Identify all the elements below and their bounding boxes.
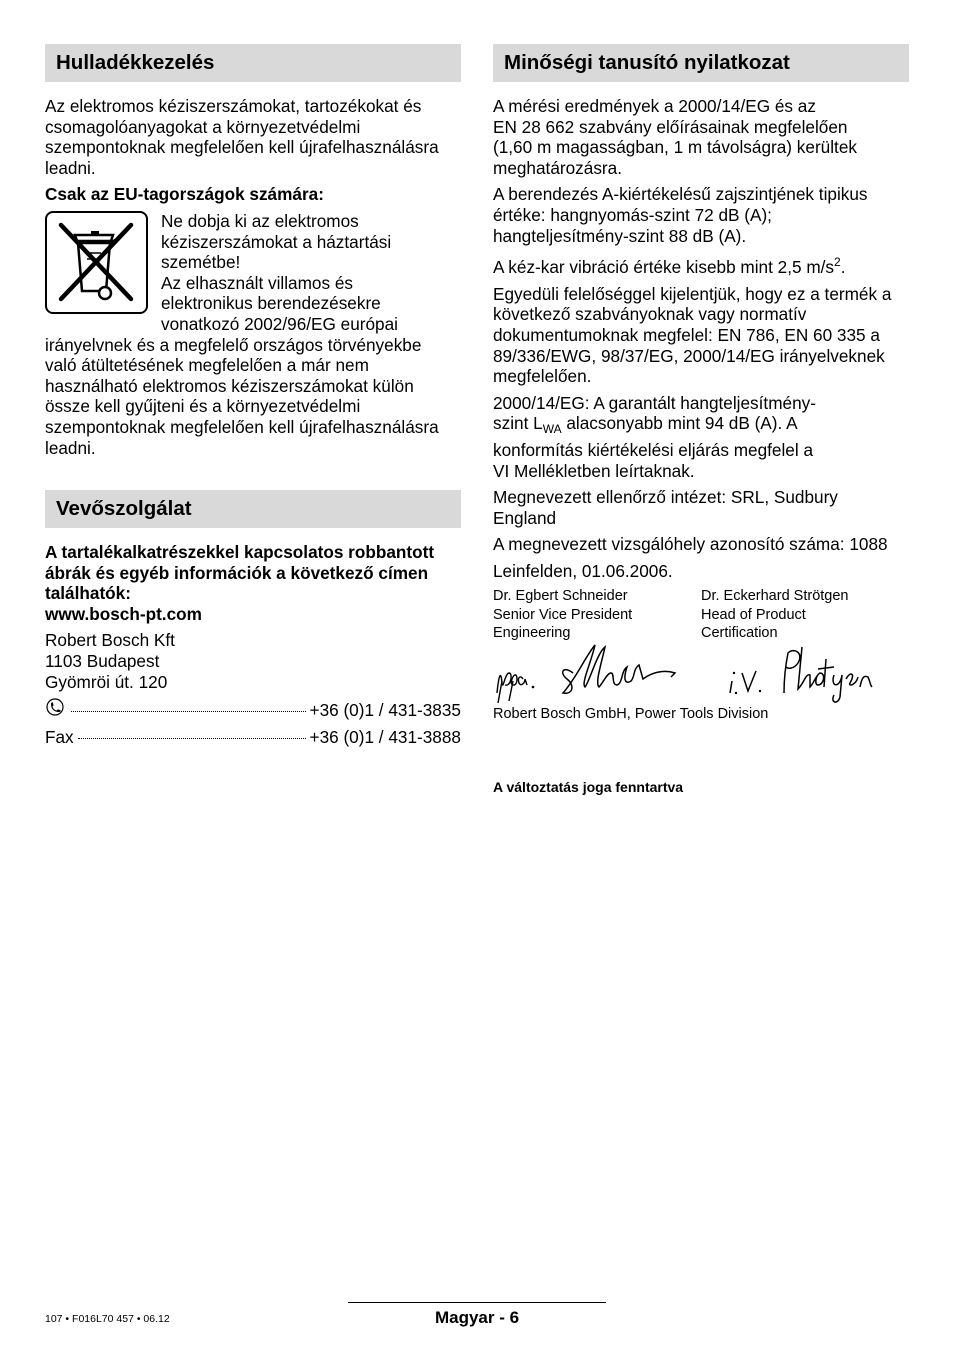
declaration-heading: Minőségi tanusító nyilatkozat [504, 51, 790, 74]
lwa-prefix: szint L [493, 413, 543, 434]
website-link[interactable]: www.bosch-pt.com [45, 603, 202, 624]
text-line: kéziszerszámokat a háztartási [161, 231, 392, 252]
rights-reserved: A változtatás joga fenntartva [493, 779, 684, 796]
text-line: Megnevezett ellenőrző intézet: SRL, Sudbury [493, 487, 838, 508]
text-line: dokumentumoknak megfelel: EN 786, EN 60 335 a [493, 324, 880, 345]
paragraph-id-number: A megnevezett vizsgálóhely azonosító száma: 1088 [493, 534, 888, 555]
text-line: megfelelően. [493, 366, 592, 387]
text-line: 2000/14/EG: A garantált hangteljesítmény- [493, 392, 816, 413]
text-line: Dr. Egbert Schneider [493, 588, 628, 605]
text-line: A berendezés A-kiértékelésű zajszintjének tipikus [493, 184, 868, 205]
telephone-icon [45, 698, 67, 721]
text-line: Ne dobja ki az elektromos [161, 210, 359, 231]
eu-label: Csak az EU-tagországok számára: [45, 184, 324, 205]
text-line: Gyömröi út. 120 [45, 671, 168, 692]
right-column [493, 44, 909, 796]
signatures [493, 643, 909, 705]
paragraph-measurement [493, 96, 909, 178]
document-code: 107 • F016L70 457 • 06.12 [45, 1313, 170, 1325]
text-line: való átültetésének megfelelően a már nem [45, 355, 369, 376]
text-line: leadni. [45, 157, 96, 178]
text-line: Senior Vice President [493, 606, 633, 623]
text-line: ábrák és egyéb információk a következő címen [45, 562, 429, 583]
text-line [493, 413, 909, 440]
text-line: értéke: hangnyomás-szint 72 dB (A); [493, 204, 772, 225]
text-line: vonatkozó 2002/96/EG európai [161, 313, 398, 334]
text-line: össze kell gyűjteni és a környezetvédelmi [45, 396, 361, 417]
text-line: A mérési eredmények a 2000/14/EG és az [493, 96, 816, 116]
paragraph-guaranteed-level [493, 393, 909, 481]
text-line: 1103 Budapest [45, 651, 160, 672]
text-line: hangteljesítmény-szint 88 dB (A). [493, 225, 747, 246]
text-line: használható elektromos kéziszerszámokat külön [45, 375, 414, 396]
paragraph-vibration [493, 252, 909, 278]
signers [493, 587, 909, 643]
text-line: Az elhasznált villamos és [161, 272, 354, 293]
paragraph-noise [493, 184, 909, 246]
page-label: Magyar - 6 [434, 1308, 520, 1327]
text-line: EN 28 662 szabvány előírásainak megfelelően [493, 116, 848, 137]
waste-eu-block [45, 211, 461, 458]
text-line: England [493, 507, 557, 528]
waste-intro [45, 96, 461, 178]
text-line: 89/336/EWG, 98/37/EG, 2000/14/EG irányelveknek [493, 345, 885, 366]
crossed-wheelie-bin-icon [45, 211, 148, 314]
text-line: (1,60 m magasságban, 1 m távolságra) kerültek [493, 137, 857, 158]
leader-dots [71, 711, 306, 712]
text-line: elektronikus berendezésekre [161, 293, 381, 314]
text-line: meghatározásra. [493, 157, 622, 178]
service-heading-bar [45, 490, 461, 528]
waste-heading: Hulladékkezelés [56, 51, 215, 74]
service-heading: Vevőszolgálat [56, 497, 192, 521]
text-line: találhatók: [45, 583, 131, 604]
fax-row [45, 727, 461, 748]
text-line: Robert Bosch Kft [45, 630, 175, 651]
text-line: szempontoknak megfelelően kell újrafelhasználásra [45, 137, 439, 158]
signature-2 [722, 643, 912, 705]
footer-rule [348, 1302, 606, 1303]
declaration-heading-bar [493, 44, 909, 82]
paragraph-place-date: Leinfelden, 01.06.2006. [493, 560, 673, 581]
fax-number: +36 (0)1 / 431-3888 [309, 726, 461, 747]
paragraph-institute [493, 487, 909, 528]
signer-2 [701, 587, 909, 643]
service-info [45, 542, 461, 624]
text-line: Engineering [493, 625, 571, 642]
vibration-text: A kéz-kar vibráció értéke kisebb mint 2,5 m/s [493, 257, 835, 278]
leader-dots [78, 738, 306, 739]
company-name: Robert Bosch GmbH, Power Tools Division [493, 705, 769, 722]
lwa-suffix: alacsonyabb mint 94 dB (A). A [561, 413, 798, 434]
text-line: szempontoknak megfelelően kell újrafelhasználásra [45, 416, 439, 437]
text-line: Dr. Eckerhard Strötgen [701, 588, 849, 605]
paragraph-conformity [493, 284, 909, 387]
subscript: WA [542, 422, 562, 437]
phone-number: +36 (0)1 / 431-3835 [309, 700, 461, 721]
fax-label: Fax [45, 726, 74, 747]
phone-row [45, 698, 461, 721]
text-line: irányelvnek és a megfelelő országos törvényekbe [45, 334, 422, 355]
text-line: leadni. [45, 437, 96, 458]
text-line: csomagolóanyagokat a környezetvédelmi [45, 116, 361, 137]
text-line: konformítás kiértékelési eljárás megfelel a [493, 439, 814, 460]
period: . [840, 257, 846, 278]
superscript: 2 [834, 255, 841, 270]
text-line: Egyedüli felelőséggel kijelentjük, hogy ez a termék a [493, 283, 892, 304]
text-line: VI Mellékletben leírtaknak. [493, 460, 695, 481]
text-line: következő szabványoknak vagy normatív [493, 304, 807, 325]
signer-1 [493, 587, 701, 643]
text-line: Az elektromos kéziszerszámokat, tartozékokat és [45, 96, 422, 116]
waste-heading-bar [45, 44, 461, 82]
text-line: Head of Product [701, 606, 806, 623]
text-line: A tartalékalkatrészekkel kapcsolatos robbantott [45, 542, 435, 563]
left-column [45, 44, 461, 747]
text-line: szemétbe! [161, 252, 241, 273]
text-line: Certification [701, 625, 778, 642]
service-address [45, 630, 461, 692]
